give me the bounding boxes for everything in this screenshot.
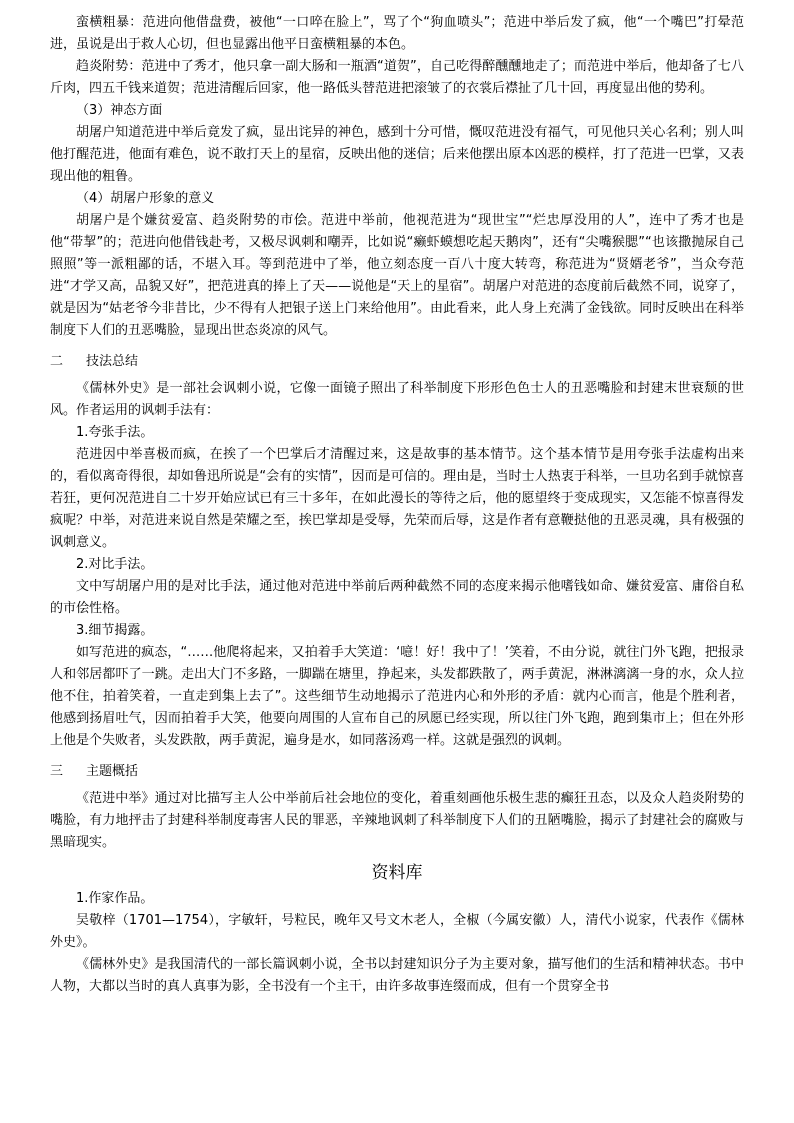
paragraph-theme: 《范进中举》通过对比描写主人公中举前后社会地位的变化，着重刻画他乐极生悲的癫狂丑态，以及众人趋炎附势的嘴脸，有力地抨击了封建科举制度毒害人民的罪恶，辛辣地讽刺了科举制度下人们的丑陋嘴脸，揭示了封建社会的腐败与黑暗现实。	[50, 791, 744, 850]
paragraph-demeanor: 胡屠户知道范进中举后竟发了疯，显出诧异的神色，感到十分可惜，慨叹范进没有福气，可见他只关心名利；别人叫他打醒范进，他面有难色，说不敢打天上的星宿，反映出他的迷信；后来他摆出原本凶恶的模样，打了范进一巴掌，又表现出他的粗鲁。	[50, 125, 744, 184]
section-title: 技法总结	[86, 354, 139, 369]
section-number: 二	[50, 354, 64, 369]
paragraph-intro: 《儒林外史》是一部社会讽刺小说，它像一面镜子照出了科举制度下形形色色士人的丑恶嘴脸和封建末世衰颓的世风。作者运用的讽刺手法有：	[50, 381, 744, 418]
list-item-exaggeration: 1.夸张手法。	[76, 425, 154, 440]
paragraph-novel: 《儒林外史》是我国清代的一部长篇讽刺小说，全书以封建知识分子为主要对象，描写他们的生活和精神状态。书中人物，大都以当时的真人真事为影，全书没有一个主干，由许多故事连缀而成，但有一个贯穿全书	[50, 957, 744, 994]
paragraph-brutal: 蛮横粗暴：范进向他借盘费，被他“一口啐在脸上”，骂了个“狗血喷头”；范进中举后发了疯，他“一个嘴巴”打晕范进，虽说是出于救人心切，但也显露出他平日蛮横粗暴的本色。	[50, 15, 744, 52]
list-item-contrast: 2.对比手法。	[76, 557, 154, 572]
section-title: 主题概括	[86, 764, 139, 779]
paragraph-contrast: 文中写胡屠户用的是对比手法，通过他对范进中举前后两种截然不同的态度来揭示他嗜钱如命、嫌贫爱富、庸俗自私的市侩性格。	[50, 579, 744, 616]
paragraph-snobbish: 趋炎附势：范进中了秀才，他只拿一副大肠和一瓶酒“道贺”，自己吃得醉醺醺地走了；而范进中举后，他却备了七八斤肉，四五千钱来道贺；范进清醒后回家，他一路低头替范进把滚皱了的衣裳后襟扯了几十回，再度显出他的势利。	[50, 59, 744, 96]
subheading-demeanor: （3）神态方面	[76, 103, 163, 118]
section-heading-theme	[50, 752, 744, 788]
list-item-details: 3.细节揭露。	[76, 623, 154, 638]
list-item-author: 1.作家作品。	[76, 891, 154, 906]
paragraph-significance: 胡屠户是个嫌贫爱富、趋炎附势的市侩。范进中举前，他视范进为“现世宝”“烂忠厚没用的人”，连中了秀才也是他“带挈”的；范进向他借钱赴考，又极尽讽刺和嘲弄，比如说“癞虾蟆想吃起天鹅肉”，还有“尖嘴猴腮”“也该撒抛尿自己照照”等一派粗鄙的话，不堪入耳。等到范进中了举，他立刻态度一百八十度大转弯，称范进为“贤婿老爷”，当众夸范进“才学又高，品貌又好”，把范进真的捧上了天——说他是“天上的星宿”。胡屠户对范进的态度前后截然不同，说穿了，就是因为“姑老爷今非昔比，少不得有人把银子送上门来给他用”。由此看来，此人身上充满了金钱欲。同时反映出在科举制度下人们的丑恶嘴脸，显现出世态炎凉的风气。	[50, 213, 744, 338]
paragraph-author: 吴敬梓（1701—1754），字敏轩，号粒民，晚年又号文木老人，全椒（今属安徽）人，清代小说家，代表作《儒林外史》。	[50, 913, 744, 950]
heading-reference: 资料库	[371, 863, 423, 883]
section-heading-techniques	[50, 342, 744, 378]
section-number: 三	[50, 764, 64, 779]
subheading-significance: （4）胡屠户形象的意义	[76, 191, 215, 206]
paragraph-details: 如写范进的疯态，“……他爬将起来，又拍着手大笑道：‘噫！好！我中了！’笑着，不由分说，就往门外飞跑，把报录人和邻居都吓了一跳。走出大门不多路，一脚踹在塘里，挣起来，头发都跌散了，两手黄泥，淋淋漓漓一身的水，众人拉他不住，拍着笑着，一直走到集上去了”。这些细节生动地揭示了范进内心和外形的矛盾：就内心而言，他是个胜利者，他感到扬眉吐气，因而拍着手大笑，他要向周围的人宣布自己的夙愿已经实现，所以往门外飞跑，跑到集市上；但在外形上他是个失败者，头发跌散，两手黄泥，遍身是水，如同落汤鸡一样。这就是强烈的讽刺。	[50, 645, 744, 748]
paragraph-exaggeration: 范进因中举喜极而疯，在挨了一个巴掌后才清醒过来，这是故事的基本情节。这个基本情节是用夸张手法虚构出来的，看似离奇得很，却如鲁迅所说是“会有的实情”，因而是可信的。理由是，当时士人热衷于科举，一旦功名到手就惊喜若狂，更何况范进自二十岁开始应试已有三十多年，在如此漫长的等待之后，他的愿望终于变成现实，又怎能不惊喜得发疯呢？中举，对范进来说自然是荣耀之至，挨巴掌却是受辱，先荣而后辱，这是作者有意鞭挞他的丑恶灵魂，具有极强的讽刺意义。	[50, 447, 744, 550]
